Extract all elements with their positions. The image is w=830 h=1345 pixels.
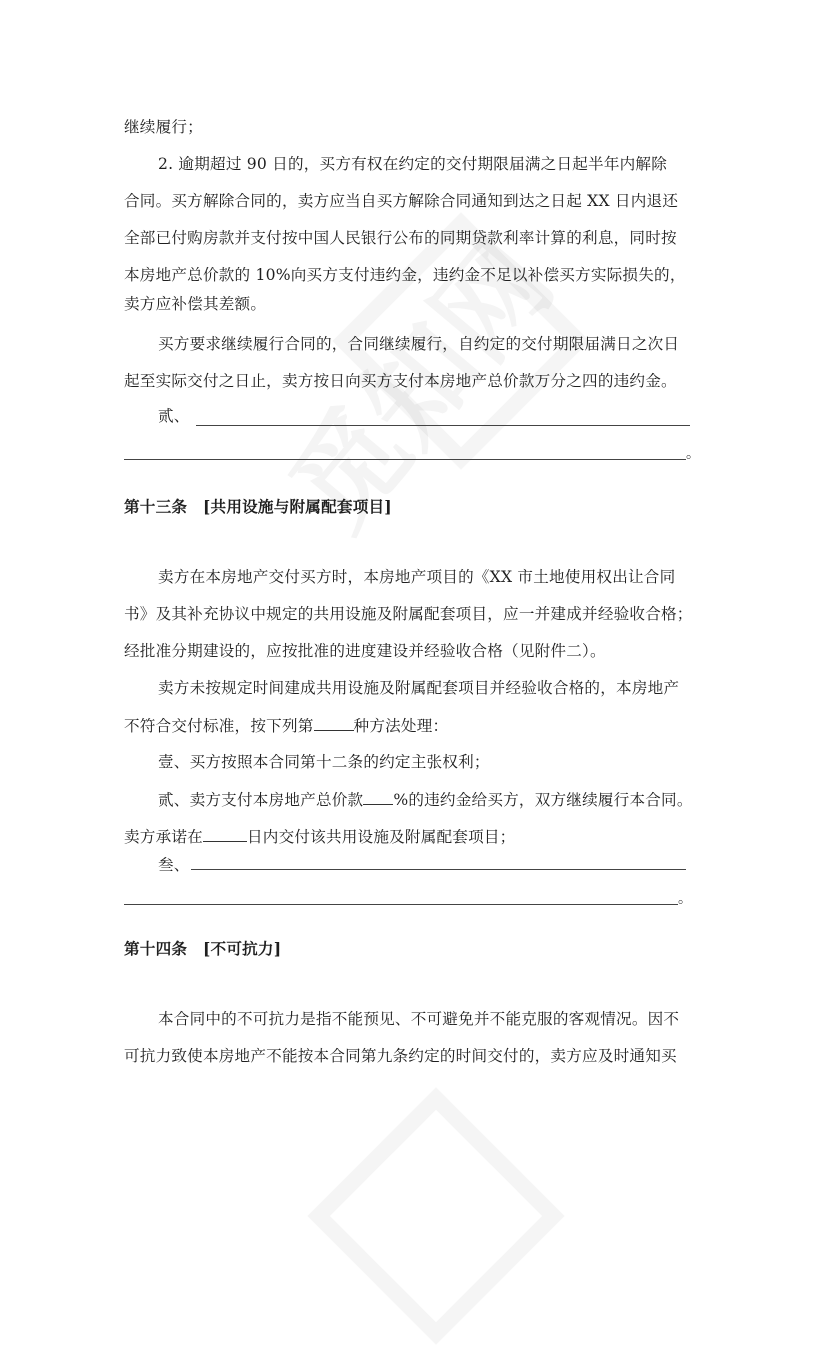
paragraph-line: 本房地产总价款的 10%向买方支付违约金，违约金不足以补偿买方实际损失的， <box>124 266 686 284</box>
fill-in-blank-line[interactable] <box>124 903 678 905</box>
paragraph-line: 买方要求继续履行合同的，合同继续履行，自约定的交付期限届满日之次日 <box>158 335 680 353</box>
days-blank[interactable] <box>203 825 247 842</box>
paragraph-line: 继续履行； <box>124 118 203 136</box>
watermark-diamond-icon <box>307 1087 564 1344</box>
option-two-continued <box>124 825 714 848</box>
fill-in-blank-line[interactable] <box>191 868 686 870</box>
paragraph-line: 本合同中的不可抗力是指不能预见、不可避免并不能克服的客观情况。因不 <box>158 1010 680 1028</box>
text-segment: 不符合交付标准，按下列第 <box>124 717 314 735</box>
text-segment: 卖方承诺在 <box>124 828 203 846</box>
option-two <box>124 788 714 811</box>
text-segment: 贰、卖方支付本房地产总价款 <box>158 791 364 809</box>
paragraph-line: 合同。买方解除合同的，卖方应当自买方解除合同通知到达之日起 XX 日内退还 <box>124 192 679 210</box>
period-mark: 。 <box>686 446 700 462</box>
paragraph-line: 起至实际交付之日止，卖方按日向买方支付本房地产总价款万分之四的违约金。 <box>124 372 677 390</box>
fill-in-blank-line[interactable] <box>196 424 690 426</box>
fill-in-blank-line[interactable] <box>124 458 686 460</box>
percentage-blank[interactable] <box>363 788 393 805</box>
paragraph-line: 经批准分期建设的，应按批准的进度建设并经验收合格（见附件二）。 <box>124 642 606 660</box>
paragraph-line: 卖方未按规定时间建成共用设施及附属配套项目并经验收合格的，本房地产 <box>158 679 680 697</box>
article-13-heading: 第十三条 [共用设施与附属配套项目] <box>124 497 392 516</box>
text-segment: 种方法处理： <box>353 717 449 735</box>
article-14-heading: 第十四条 [不可抗力] <box>124 939 282 958</box>
paragraph-line: 卖方在本房地产交付买方时，本房地产项目的《XX 市土地使用权出让合同 <box>158 568 676 586</box>
option-two-label: 贰、 <box>158 407 190 425</box>
paragraph-line: 可抗力致使本房地产不能按本合同第九条约定的时间交付的，卖方应及时通知买 <box>124 1047 677 1065</box>
paragraph-line: 全部已付购房款并支付按中国人民银行公布的同期贷款利率计算的利息，同时按 <box>124 229 677 247</box>
text-segment: %的违约金给买方，双方继续履行本合同。 <box>393 791 693 809</box>
paragraph-line: 2. 逾期超过 90 日的，买方有权在约定的交付期限届满之日起半年内解除 <box>158 155 668 173</box>
text-segment: 日内交付该共用设施及附属配套项目； <box>246 828 516 846</box>
method-number-blank[interactable] <box>314 714 354 731</box>
option-one: 壹、买方按照本合同第十二条的约定主张权利； <box>158 753 490 771</box>
paragraph-line <box>124 714 714 737</box>
period-mark: 。 <box>678 891 692 907</box>
paragraph-line: 书》及其补充协议中规定的共用设施及附属配套项目，应一并建成并经验收合格； <box>124 605 693 623</box>
option-three-label: 叁、 <box>158 856 190 874</box>
paragraph-line: 卖方应补偿其差额。 <box>124 295 267 313</box>
